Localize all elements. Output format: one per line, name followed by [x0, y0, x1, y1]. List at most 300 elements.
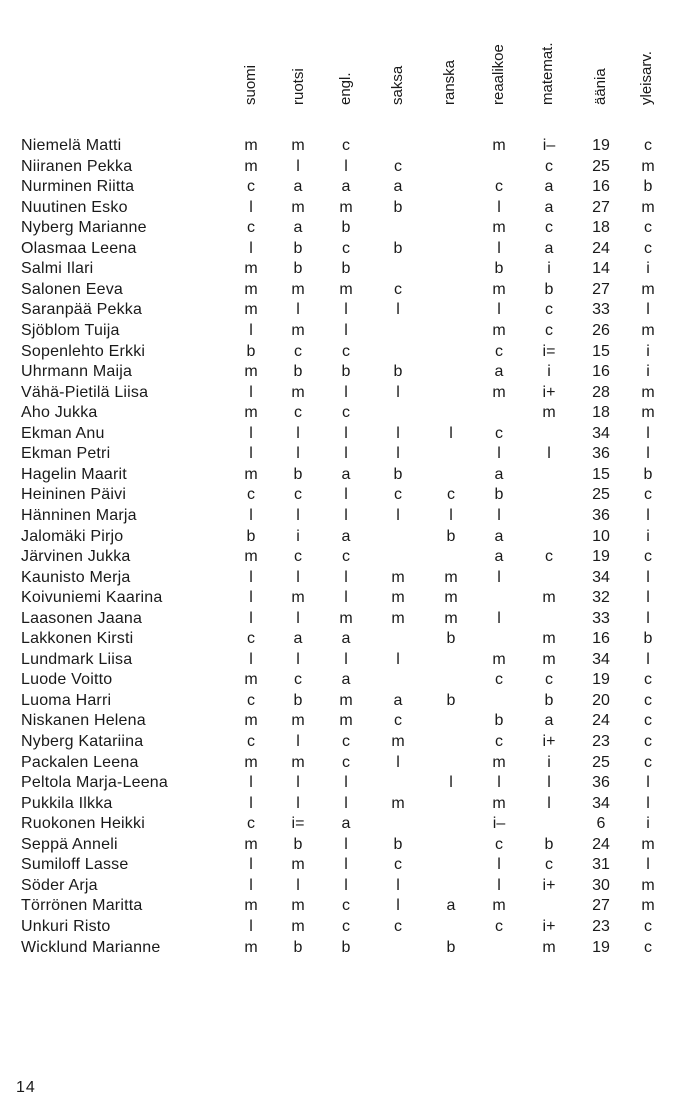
- column-header: yleisarv.: [638, 51, 655, 105]
- grade-cell: a: [341, 527, 351, 545]
- grade-cell: i=: [291, 815, 305, 833]
- grade-cell: a: [293, 178, 303, 196]
- grade-cell: m: [244, 157, 258, 175]
- grade-cell: b: [341, 260, 351, 278]
- grade-cell: a: [341, 178, 351, 196]
- grade-cell: 33: [592, 609, 610, 627]
- table-row: [0, 403, 680, 423]
- student-name: Ekman Petri: [21, 445, 111, 463]
- table-row: [0, 157, 680, 177]
- table-row: [0, 753, 680, 773]
- grade-cell: l: [344, 486, 348, 504]
- grade-cell: c: [342, 548, 350, 565]
- grade-cell: m: [444, 609, 458, 627]
- grade-cell: l: [449, 506, 453, 524]
- grade-cell: i+: [542, 383, 556, 401]
- grade-cell: c: [644, 219, 652, 237]
- grade-cell: a: [544, 712, 554, 730]
- page-number: 14: [16, 1079, 36, 1096]
- grade-cell: m: [244, 938, 258, 956]
- table-row: [0, 218, 680, 238]
- grade-cell: b: [494, 260, 504, 278]
- grade-cell: l: [396, 753, 400, 771]
- grade-cell: a: [446, 897, 456, 915]
- grade-cell: b: [393, 239, 403, 257]
- grade-cell: c: [545, 157, 553, 175]
- grade-cell: c: [447, 486, 455, 504]
- grade-cell: c: [644, 239, 652, 257]
- student-name: Unkuri Risto: [21, 917, 111, 935]
- grade-cell: m: [244, 404, 258, 422]
- table-row: [0, 773, 680, 793]
- grade-cell: c: [495, 733, 503, 750]
- grade-cell: b: [446, 527, 456, 545]
- table-row: [0, 629, 680, 649]
- grade-cell: m: [291, 589, 305, 607]
- grade-cell: b: [293, 239, 303, 257]
- column-header: engl.: [337, 72, 354, 105]
- grade-cell: l: [296, 157, 300, 175]
- student-name: Järvinen Jukka: [21, 548, 131, 565]
- grade-cell: l: [249, 322, 253, 339]
- grade-cell: l: [646, 856, 650, 874]
- grade-cell: a: [544, 239, 554, 257]
- grade-cell: 28: [592, 383, 610, 401]
- grade-cell: 18: [592, 219, 610, 237]
- grade-cell: 27: [592, 897, 610, 915]
- table-row: [0, 300, 680, 320]
- grade-cell: c: [644, 548, 652, 565]
- grade-cell: m: [339, 712, 353, 730]
- grade-cell: b: [643, 630, 653, 648]
- grade-cell: m: [492, 137, 506, 154]
- table-row: [0, 670, 680, 690]
- grade-cell: l: [296, 568, 300, 586]
- grade-cell: c: [394, 856, 402, 874]
- student-name: Niskanen Helena: [21, 712, 146, 730]
- student-name: Koivuniemi Kaarina: [21, 589, 163, 607]
- grade-cell: m: [291, 137, 305, 154]
- grade-cell: m: [291, 917, 305, 935]
- grade-cell: 31: [592, 856, 610, 874]
- table-row: [0, 794, 680, 814]
- student-name: Lakkonen Kirsti: [21, 630, 134, 648]
- grade-cell: c: [247, 630, 255, 648]
- grade-cell: m: [391, 568, 405, 586]
- student-name: Seppä Anneli: [21, 835, 118, 853]
- table-row: [0, 650, 680, 670]
- grade-cell: b: [446, 938, 456, 956]
- grade-cell: 34: [592, 650, 610, 668]
- student-name: Olasmaa Leena: [21, 239, 137, 257]
- column-header: ranska: [441, 59, 458, 105]
- grade-cell: b: [643, 178, 653, 196]
- grade-cell: m: [291, 198, 305, 216]
- table-row: [0, 896, 680, 916]
- grade-cell: l: [547, 794, 551, 812]
- grade-cell: c: [394, 280, 402, 298]
- grade-cell: l: [497, 445, 501, 463]
- table-row: [0, 938, 680, 958]
- grade-cell: c: [394, 486, 402, 504]
- grade-cell: c: [247, 178, 255, 196]
- table-row: [0, 136, 680, 156]
- grade-cell: c: [294, 404, 302, 422]
- student-name: Aho Jukka: [21, 404, 98, 422]
- grade-cell: l: [646, 445, 650, 463]
- grade-cell: l: [449, 774, 453, 792]
- grade-cell: l: [396, 650, 400, 668]
- grade-cell: l: [497, 506, 501, 524]
- grade-cell: 16: [592, 630, 610, 648]
- grade-cell: l: [249, 568, 253, 586]
- grade-cell: c: [294, 486, 302, 504]
- grade-cell: l: [344, 835, 348, 853]
- grade-cell: m: [244, 548, 258, 565]
- grade-cell: i: [646, 342, 650, 360]
- grade-cell: a: [341, 630, 351, 648]
- grade-cell: 36: [592, 506, 610, 524]
- table-row: [0, 362, 680, 382]
- grade-cell: m: [244, 712, 258, 730]
- table-row: [0, 527, 680, 547]
- column-header: matemat.: [539, 42, 556, 105]
- grade-cell: l: [497, 301, 501, 319]
- student-name: Sjöblom Tuija: [21, 322, 120, 339]
- grade-cell: c: [247, 733, 255, 750]
- table-row: [0, 876, 680, 896]
- column-header: reaalikoe: [490, 44, 507, 105]
- grade-cell: m: [244, 465, 258, 483]
- grade-cell: b: [544, 280, 554, 298]
- table-row: [0, 711, 680, 731]
- grade-cell: m: [492, 650, 506, 668]
- grade-cell: l: [449, 424, 453, 442]
- grade-cell: m: [641, 198, 655, 216]
- grade-cell: m: [542, 938, 556, 956]
- grade-cell: i+: [542, 876, 556, 894]
- grade-cell: b: [293, 938, 303, 956]
- grade-cell: c: [342, 239, 350, 257]
- grade-cell: b: [341, 363, 351, 381]
- student-name: Jalomäki Pirjo: [21, 527, 124, 545]
- grade-cell: 14: [592, 260, 610, 278]
- grade-cell: c: [342, 404, 350, 422]
- grade-cell: c: [342, 733, 350, 750]
- grade-cell: a: [494, 363, 504, 381]
- table-row: [0, 485, 680, 505]
- grade-cell: m: [444, 589, 458, 607]
- grade-cell: m: [641, 322, 655, 339]
- grade-cell: 15: [592, 465, 610, 483]
- student-name: Söder Arja: [21, 876, 98, 894]
- grade-cell: l: [344, 876, 348, 894]
- grade-cell: b: [393, 363, 403, 381]
- grade-cell: i: [646, 260, 650, 278]
- grade-cell: m: [641, 404, 655, 422]
- grade-cell: c: [247, 486, 255, 504]
- grade-cell: c: [495, 342, 503, 360]
- grade-cell: b: [246, 527, 256, 545]
- grade-cell: l: [249, 198, 253, 216]
- grade-cell: 27: [592, 280, 610, 298]
- grade-cell: m: [244, 835, 258, 853]
- grade-cell: l: [344, 568, 348, 586]
- grade-cell: m: [244, 363, 258, 381]
- student-name: Vähä-Pietilä Liisa: [21, 383, 149, 401]
- student-name: Sumiloff Lasse: [21, 856, 129, 874]
- grade-cell: b: [393, 465, 403, 483]
- student-name: Peltola Marja-Leena: [21, 774, 168, 792]
- grade-cell: l: [249, 589, 253, 607]
- table-row: [0, 855, 680, 875]
- grade-cell: 34: [592, 424, 610, 442]
- grade-cell: b: [293, 835, 303, 853]
- grade-cell: 32: [592, 589, 610, 607]
- grade-cell: l: [396, 445, 400, 463]
- grade-cell: m: [641, 383, 655, 401]
- grade-cell: l: [296, 774, 300, 792]
- column-header: äänia: [592, 68, 609, 105]
- grade-cell: c: [644, 712, 652, 730]
- student-name: Ekman Anu: [21, 424, 105, 442]
- grade-cell: l: [646, 609, 650, 627]
- grade-cell: m: [542, 650, 556, 668]
- table-row: [0, 568, 680, 588]
- grade-cell: l: [344, 794, 348, 812]
- table-row: [0, 835, 680, 855]
- grade-cell: l: [344, 301, 348, 319]
- grade-cell: m: [641, 876, 655, 894]
- grade-cell: b: [293, 363, 303, 381]
- grade-cell: l: [296, 424, 300, 442]
- grade-cell: 25: [592, 486, 610, 504]
- student-name: Uhrmann Maija: [21, 363, 133, 381]
- grade-cell: l: [646, 301, 650, 319]
- column-header: suomi: [242, 64, 259, 105]
- table-row: [0, 917, 680, 937]
- grade-cell: i: [646, 527, 650, 545]
- grade-cell: l: [646, 774, 650, 792]
- grade-cell: m: [339, 198, 353, 216]
- grade-cell: b: [494, 712, 504, 730]
- grade-cell: l: [497, 239, 501, 257]
- grade-cell: a: [494, 527, 504, 545]
- grade-cell: m: [492, 753, 506, 771]
- grade-cell: l: [344, 650, 348, 668]
- grade-cell: c: [294, 671, 302, 689]
- grade-cell: b: [544, 835, 554, 853]
- grade-cell: l: [249, 917, 253, 935]
- student-name: Saranpää Pekka: [21, 301, 143, 319]
- grade-cell: c: [644, 137, 652, 154]
- student-name: Hagelin Maarit: [21, 465, 127, 483]
- grade-cell: c: [495, 671, 503, 689]
- grade-cell: l: [547, 774, 551, 792]
- grade-cell: m: [641, 157, 655, 175]
- grade-cell: m: [492, 794, 506, 812]
- grade-cell: c: [394, 157, 402, 175]
- grade-cell: 19: [592, 938, 610, 956]
- grade-cell: m: [244, 260, 258, 278]
- student-name: Laasonen Jaana: [21, 609, 143, 627]
- grade-cell: i+: [542, 733, 556, 750]
- grade-cell: m: [492, 219, 506, 237]
- grade-cell: b: [393, 198, 403, 216]
- grade-cell: l: [249, 239, 253, 257]
- table-row: [0, 259, 680, 279]
- grade-cell: l: [344, 445, 348, 463]
- grade-cell: m: [291, 753, 305, 771]
- grade-cell: l: [344, 157, 348, 175]
- column-header: ruotsi: [290, 68, 307, 105]
- grade-cell: 24: [592, 835, 610, 853]
- grade-cell: c: [247, 219, 255, 237]
- grade-cell: m: [391, 794, 405, 812]
- grade-cell: l: [296, 650, 300, 668]
- grade-cell: l: [344, 589, 348, 607]
- grade-cell: l: [396, 424, 400, 442]
- table-row: [0, 342, 680, 362]
- grade-cell: l: [547, 445, 551, 463]
- grade-cell: b: [446, 630, 456, 648]
- grade-cell: c: [495, 835, 503, 853]
- grade-cell: b: [341, 219, 351, 237]
- grade-cell: l: [646, 424, 650, 442]
- grade-cell: l: [646, 650, 650, 668]
- student-name: Lundmark Liisa: [21, 650, 133, 668]
- table-row: [0, 444, 680, 464]
- grade-cell: l: [249, 445, 253, 463]
- grade-cell: 16: [592, 178, 610, 196]
- grade-cell: i: [646, 815, 650, 833]
- grade-cell: 25: [592, 157, 610, 175]
- grade-cell: c: [545, 671, 553, 689]
- student-name: Luode Voitto: [21, 671, 113, 689]
- grade-cell: c: [644, 917, 652, 935]
- grade-cell: i+: [542, 917, 556, 935]
- grade-cell: b: [246, 342, 256, 360]
- grade-cell: c: [545, 856, 553, 874]
- grade-cell: i: [547, 363, 551, 381]
- grade-cell: c: [342, 342, 350, 360]
- grade-cell: c: [644, 938, 652, 956]
- table-row: [0, 465, 680, 485]
- student-name: Packalen Leena: [21, 753, 139, 771]
- grade-cell: l: [296, 733, 300, 750]
- grade-cell: i: [646, 363, 650, 381]
- table-row: [0, 691, 680, 711]
- grade-cell: m: [391, 609, 405, 627]
- grade-cell: a: [544, 178, 554, 196]
- grade-cell: l: [646, 506, 650, 524]
- grade-cell: m: [492, 383, 506, 401]
- grade-cell: 24: [592, 239, 610, 257]
- table-row: [0, 239, 680, 259]
- grade-cell: m: [291, 712, 305, 730]
- grade-cell: b: [446, 691, 456, 709]
- grade-cell: 30: [592, 876, 610, 894]
- grade-cell: c: [342, 137, 350, 154]
- grade-cell: c: [394, 712, 402, 730]
- grade-cell: i: [547, 260, 551, 278]
- grade-cell: l: [646, 589, 650, 607]
- grade-cell: i: [296, 527, 300, 545]
- table-row: [0, 506, 680, 526]
- grade-cell: c: [247, 815, 255, 833]
- table-row: [0, 177, 680, 197]
- grade-cell: m: [641, 835, 655, 853]
- grade-cell: c: [247, 691, 255, 709]
- grade-cell: l: [646, 794, 650, 812]
- grade-cell: c: [545, 322, 553, 339]
- grade-cell: m: [244, 301, 258, 319]
- student-name: Nurminen Riitta: [21, 178, 135, 196]
- grade-cell: m: [391, 589, 405, 607]
- grade-cell: l: [646, 568, 650, 586]
- grade-cell: c: [294, 342, 302, 360]
- student-name: Sopenlehto Erkki: [21, 342, 146, 360]
- grade-cell: l: [249, 650, 253, 668]
- grade-cell: m: [244, 137, 258, 154]
- student-name: Salonen Eeva: [21, 280, 124, 298]
- grade-cell: c: [545, 219, 553, 237]
- grade-cell: 19: [592, 671, 610, 689]
- table-row: [0, 547, 680, 567]
- grade-cell: a: [494, 465, 504, 483]
- grade-cell: l: [344, 506, 348, 524]
- table-row: [0, 814, 680, 834]
- table-row: [0, 424, 680, 444]
- grade-cell: l: [396, 876, 400, 894]
- grade-cell: i: [547, 753, 551, 771]
- grade-cell: 19: [592, 137, 610, 154]
- grade-cell: c: [495, 178, 503, 196]
- grade-cell: a: [341, 671, 351, 689]
- grade-cell: i=: [542, 342, 556, 360]
- grade-cell: l: [396, 383, 400, 401]
- grade-cell: 10: [592, 527, 610, 545]
- grade-cell: 27: [592, 198, 610, 216]
- grade-cell: 33: [592, 301, 610, 319]
- grade-cell: l: [296, 506, 300, 524]
- grade-cell: l: [249, 794, 253, 812]
- grade-cell: c: [545, 548, 553, 565]
- student-name: Törrönen Maritta: [21, 897, 143, 915]
- grade-cell: 34: [592, 568, 610, 586]
- grade-cell: l: [497, 609, 501, 627]
- grade-cell: 26: [592, 322, 610, 339]
- grade-cell: 36: [592, 445, 610, 463]
- student-name: Luoma Harri: [21, 691, 112, 709]
- grade-cell: c: [342, 897, 350, 915]
- grade-cell: c: [394, 917, 402, 935]
- grade-cell: m: [291, 280, 305, 298]
- grade-cell: c: [294, 548, 302, 565]
- grade-cell: 16: [592, 363, 610, 381]
- student-name: Nyberg Marianne: [21, 219, 147, 237]
- grade-cell: 23: [592, 917, 610, 935]
- grade-cell: c: [644, 486, 652, 504]
- grade-cell: a: [293, 630, 303, 648]
- grade-cell: b: [293, 691, 303, 709]
- student-name: Salmi Ilari: [21, 260, 94, 278]
- grade-cell: m: [291, 322, 305, 339]
- grade-cell: m: [244, 753, 258, 771]
- grade-cell: a: [393, 178, 403, 196]
- grade-cell: m: [291, 897, 305, 915]
- grade-cell: m: [641, 280, 655, 298]
